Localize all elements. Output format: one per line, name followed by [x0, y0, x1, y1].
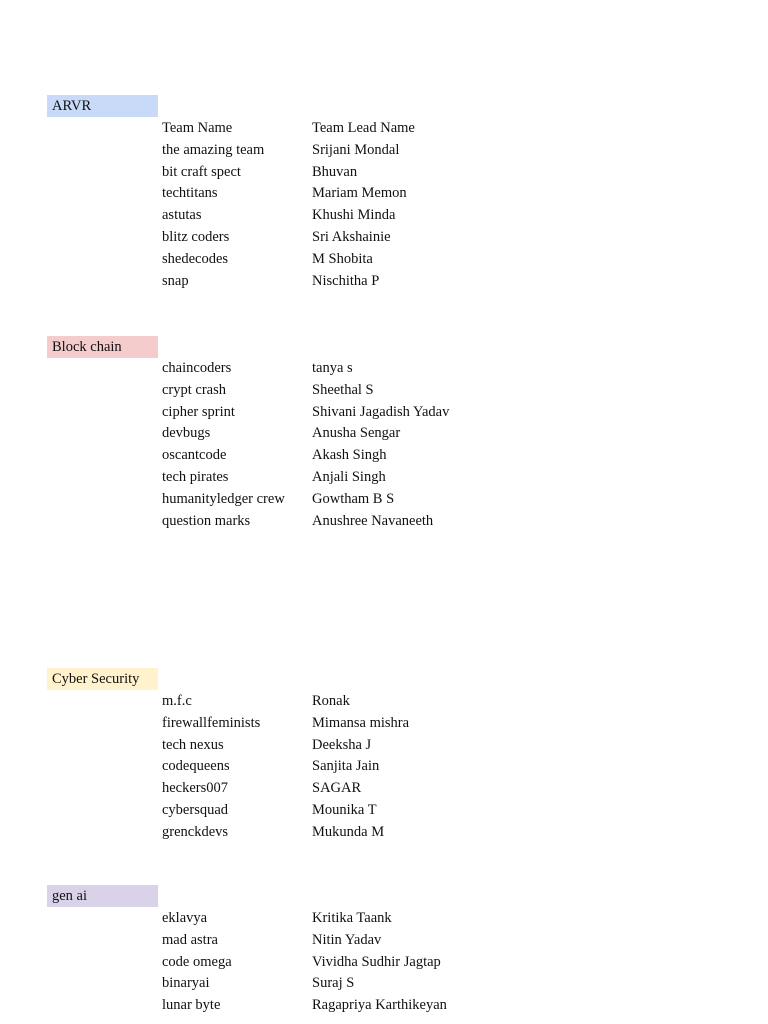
table-row: [162, 908, 562, 930]
team-name-cell: blitz coders: [162, 228, 230, 245]
table-row: [162, 423, 562, 445]
team-name-cell: heckers007: [162, 780, 229, 797]
team-lead-cell: Anushree Navaneeth: [312, 512, 434, 529]
team-lead-cell: Mariam Memon: [312, 185, 407, 202]
category-label-cyber-security: Cyber Security: [47, 668, 158, 690]
team-name-cell: firewallfeminists: [162, 714, 261, 731]
team-lead-cell: Deeksha J: [312, 736, 372, 753]
team-name-cell: cybersquad: [162, 801, 229, 818]
table-row: [162, 162, 562, 184]
team-lead-cell: Ronak: [312, 693, 350, 709]
table-row: [162, 271, 562, 293]
category-label-arvr: ARVR: [47, 95, 158, 117]
table-row: [162, 140, 562, 162]
team-lead-cell: Gowtham B S: [312, 490, 395, 507]
team-name-cell: techtitans: [162, 185, 218, 202]
team-name-cell: the amazing team: [162, 141, 265, 158]
table-row: [162, 713, 562, 735]
team-lead-cell: Suraj S: [312, 975, 355, 992]
team-name-cell: m.f.c: [162, 693, 192, 709]
team-lead-cell: tanya s: [312, 360, 353, 376]
team-name-cell: bit craft spect: [162, 163, 241, 180]
team-lead-header: Team Lead Name: [312, 120, 415, 136]
table-row: [162, 930, 562, 952]
team-name-cell: cipher sprint: [162, 403, 235, 420]
team-lead-cell: Nischitha P: [312, 272, 380, 289]
table-row: [162, 822, 562, 844]
team-name-cell: snap: [162, 272, 189, 289]
table-row: [162, 489, 562, 511]
team-name-cell: codequeens: [162, 758, 230, 775]
table-row: [162, 227, 562, 249]
team-lead-cell: Mukunda M: [312, 823, 385, 840]
table-row: [162, 778, 562, 800]
category-label-gen-ai: gen ai: [47, 885, 158, 907]
team-name-cell: question marks: [162, 512, 251, 529]
team-list-cyber-security: [162, 691, 562, 844]
team-lead-cell: Sheethal S: [312, 381, 374, 398]
team-list-blockchain: [162, 358, 562, 532]
team-name-cell: shedecodes: [162, 250, 229, 267]
team-name-cell: tech pirates: [162, 468, 229, 485]
team-lead-cell: Kritika Taank: [312, 910, 392, 926]
team-lead-cell: Srijani Mondal: [312, 141, 400, 158]
table-header-row: [162, 118, 562, 140]
team-name-cell: devbugs: [162, 425, 211, 442]
team-lead-cell: Anusha Sengar: [312, 425, 401, 442]
team-lead-cell: Vividha Sudhir Jagtap: [312, 953, 441, 970]
team-lead-cell: Mounika T: [312, 801, 377, 818]
table-row: [162, 756, 562, 778]
table-row: [162, 973, 562, 995]
table-row: [162, 249, 562, 271]
table-row: [162, 183, 562, 205]
team-lead-cell: Akash Singh: [312, 447, 387, 464]
team-name-cell: mad astra: [162, 931, 218, 948]
team-lead-cell: Nitin Yadav: [312, 931, 382, 948]
table-row: [162, 402, 562, 424]
team-name-cell: astutas: [162, 207, 202, 224]
team-list-arvr: [162, 118, 562, 292]
team-name-cell: crypt crash: [162, 381, 227, 398]
team-lead-cell: SAGAR: [312, 780, 362, 797]
table-row: [162, 205, 562, 227]
team-lead-cell: Bhuvan: [312, 163, 358, 180]
table-row: [162, 995, 562, 1017]
table-row: [162, 380, 562, 402]
team-list-gen-ai: [162, 908, 562, 1017]
team-name-cell: lunar byte: [162, 997, 221, 1014]
table-row: [162, 511, 562, 533]
team-name-cell: eklavya: [162, 910, 208, 926]
team-lead-cell: Shivani Jagadish Yadav: [312, 403, 450, 420]
team-name-cell: code omega: [162, 953, 232, 970]
team-lead-cell: Anjali Singh: [312, 468, 386, 485]
team-lead-cell: Ragapriya Karthikeyan: [312, 997, 447, 1014]
team-name-header: Team Name: [162, 120, 233, 136]
team-lead-cell: M Shobita: [312, 250, 373, 267]
team-name-cell: grenckdevs: [162, 823, 229, 840]
table-row: [162, 445, 562, 467]
table-row: [162, 952, 562, 974]
team-lead-cell: Sanjita Jain: [312, 758, 380, 775]
team-lead-cell: Khushi Minda: [312, 207, 396, 224]
team-name-cell: humanityledger crew: [162, 490, 285, 507]
team-name-cell: tech nexus: [162, 736, 224, 753]
table-row: [162, 467, 562, 489]
team-name-cell: oscantcode: [162, 447, 227, 464]
team-name-cell: chaincoders: [162, 360, 232, 376]
team-lead-cell: Mimansa mishra: [312, 714, 410, 731]
team-lead-cell: Sri Akshainie: [312, 228, 391, 245]
table-row: [162, 358, 562, 380]
table-row: [162, 800, 562, 822]
table-row: [162, 691, 562, 713]
category-label-blockchain: Block chain: [47, 336, 158, 358]
table-row: [162, 735, 562, 757]
team-name-cell: binaryai: [162, 975, 210, 992]
